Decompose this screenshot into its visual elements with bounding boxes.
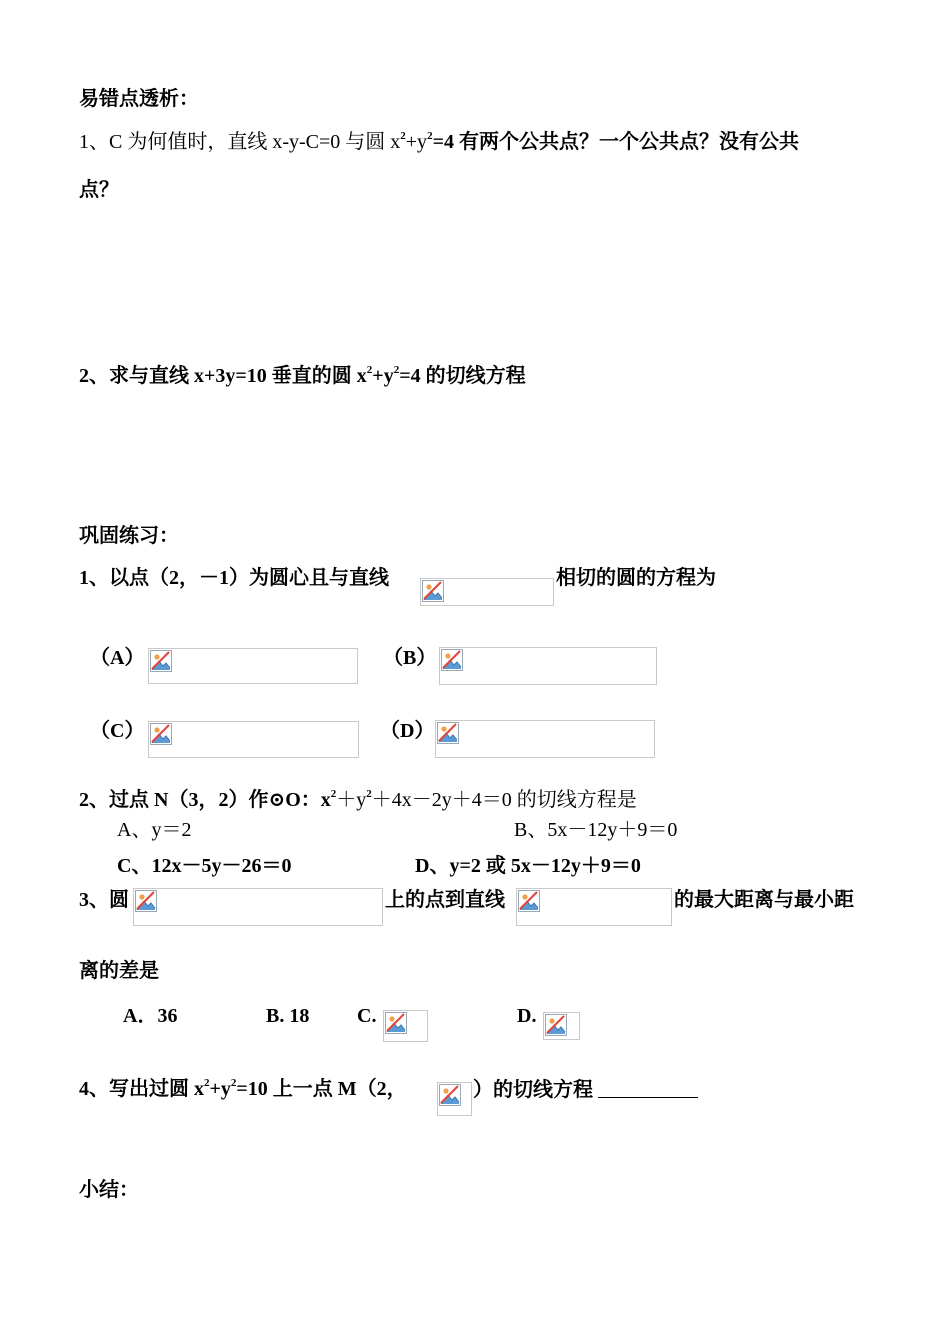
e2-text-c: ＋4x－2y＋4＝0 的切线方程是 <box>371 789 637 811</box>
exercise-1-option-c-label: （C） <box>90 720 145 742</box>
exercise-2-option-a: A、y＝2 <box>117 819 192 841</box>
exercise-3-line-2: 离的差是 <box>79 960 159 982</box>
broken-image-icon <box>437 722 459 744</box>
question-1-line-1 <box>79 132 799 152</box>
exercise-1-option-b-label: （B） <box>383 647 437 669</box>
broken-image-icon <box>422 580 444 602</box>
option-d-formula-image <box>435 720 655 758</box>
broken-image-icon <box>135 890 157 912</box>
broken-image-icon <box>385 1012 407 1034</box>
exercise-1-option-d-label: （D） <box>380 720 435 742</box>
broken-image-icon <box>150 650 172 672</box>
circle-equation-image <box>133 888 383 926</box>
exercise-1-text-a: 1、以点（2，－1）为圆心且与直线 <box>79 567 389 589</box>
q2-text-a: 2、求与直线 x+3y=10 垂直的圆 x <box>79 365 367 387</box>
e4-text-c: =10 上一点 M（2， <box>236 1078 407 1100</box>
exercise-2-option-d: D、y=2 或 5x－12y＋9＝0 <box>415 855 641 877</box>
q1-text-a: 1、C 为何值时，直线 x-y-C=0 与圆 x <box>79 131 401 153</box>
exercise-4-text-b <box>473 1079 698 1100</box>
option-c-value-image <box>383 1010 428 1042</box>
question-1-line-2: 点？ <box>79 179 119 201</box>
exercise-2-option-b: B、5x－12y＋9＝0 <box>514 819 678 841</box>
sup: 2 <box>330 788 337 800</box>
exercise-2-text <box>79 790 637 810</box>
exercise-3-text-b: 上的点到直线 <box>385 889 505 911</box>
option-a-formula-image <box>148 648 358 684</box>
broken-image-icon <box>518 890 540 912</box>
broken-image-icon <box>441 649 463 671</box>
line-equation-image <box>516 888 672 926</box>
section-title-summary: 小结： <box>79 1179 139 1201</box>
exercise-3-option-a: A．36 <box>123 1005 178 1027</box>
q2-text-b: +y <box>372 365 394 387</box>
exercise-3-option-d: D. <box>517 1005 537 1027</box>
sup: 2 <box>366 788 372 800</box>
broken-image-icon <box>545 1014 567 1036</box>
option-c-formula-image <box>148 721 359 758</box>
exercise-3-option-c: C. <box>357 1005 377 1027</box>
e4-text-b: +y <box>209 1078 231 1100</box>
exercise-4-text-a <box>79 1079 407 1099</box>
exercise-3-option-b: B. 18 <box>266 1005 310 1027</box>
exercise-2-option-c: C、12x－5y－26＝0 <box>117 855 292 877</box>
q1-text-b: +y <box>405 131 428 153</box>
sup: 2 <box>230 1077 237 1089</box>
option-d-value-image <box>543 1012 580 1040</box>
answer-blank[interactable] <box>598 1079 698 1098</box>
formula-image <box>420 578 554 606</box>
broken-image-icon <box>439 1084 461 1106</box>
question-2 <box>79 366 526 386</box>
e2-text-a: 2、过点 N（3，2）作⊙O：x <box>79 789 331 811</box>
exercise-1-text-b: 相切的圆的方程为 <box>556 567 716 589</box>
broken-image-icon <box>150 723 172 745</box>
exercise-3-text-a: 3、圆 <box>79 889 129 911</box>
section-title-error-analysis: 易错点透析： <box>79 88 199 110</box>
q2-text-c: =4 的切线方程 <box>399 365 526 387</box>
exercise-3-text-c: 的最大距离与最小距 <box>674 889 854 911</box>
sup: 2 <box>204 1077 210 1089</box>
sup: 2 <box>427 130 433 142</box>
exercise-1-option-a-label: （A） <box>90 647 145 669</box>
e4-text-d: ）的切线方程 <box>473 1079 593 1101</box>
section-title-practice: 巩固练习： <box>79 525 179 547</box>
e4-text-a: 4、写出过圆 x <box>79 1078 204 1100</box>
sup: 2 <box>393 364 400 376</box>
sup: 2 <box>366 364 373 376</box>
sup: 2 <box>400 130 406 142</box>
e2-text-b: ＋y <box>336 789 367 811</box>
point-coordinate-image <box>437 1082 472 1116</box>
option-b-formula-image <box>439 647 657 685</box>
q1-text-c: =4 有两个公共点？一个公共点？没有公共 <box>432 131 799 153</box>
